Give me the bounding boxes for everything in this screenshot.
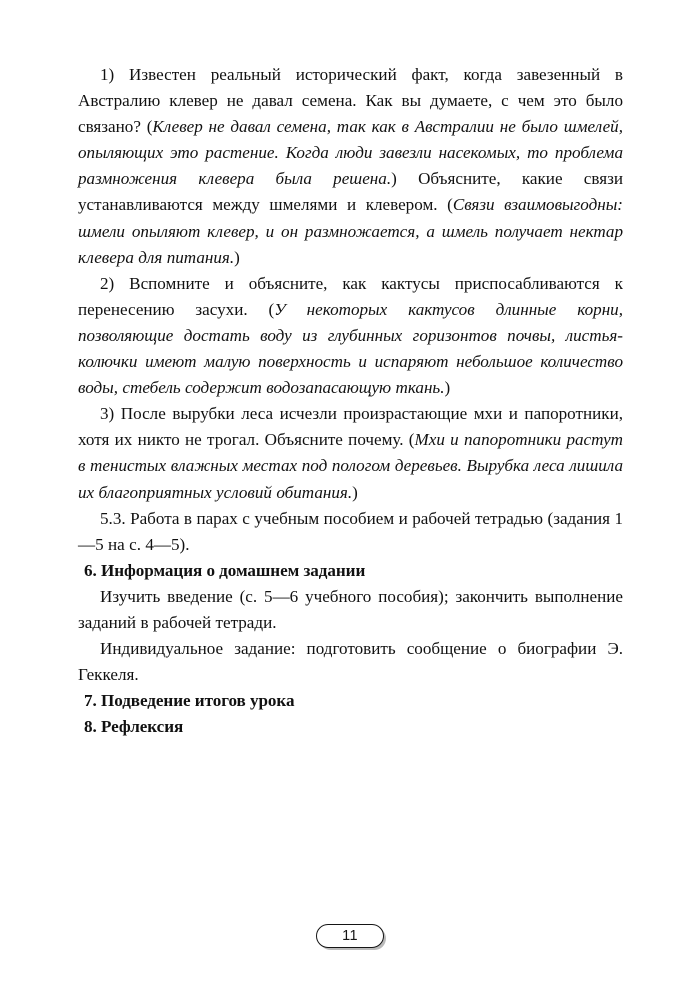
question-text: ) — [234, 247, 240, 267]
section-heading-8: 8. Рефлексия — [84, 717, 184, 737]
section-heading-6: 6. Информация о домашнем задании — [84, 560, 366, 580]
question-text: 2) Вспомните и объясните, как кактусы приспосабливаются к перенесению засухи. ( — [78, 273, 623, 319]
paragraph-task-1 — [78, 62, 623, 271]
question-text: 3) После вырубки леса исчезли произрастающие мхи и папоротники, хотя их никто не трогал. Объясните почему. ( — [78, 404, 623, 450]
paragraph-task-5-3 — [78, 506, 623, 558]
page-footer — [0, 924, 700, 964]
paragraph-homework-main — [78, 584, 623, 636]
paragraph-homework-individual — [78, 636, 623, 688]
page-content — [78, 62, 623, 740]
question-text: 5.3. Работа в парах с учебным пособием и рабочей тетрадью (задания 1—5 на с. 4—5). — [78, 508, 623, 554]
question-text: ) Объясните, какие связи устанавливаются между шмелями и клевером. ( — [78, 169, 624, 215]
question-text: 1) Известен реальный исторический факт, когда завезенный в Австралию клевер не давал семена. Как вы думаете, с чем это было связано? ( — [78, 65, 623, 137]
answer-text: Клевер не давал семена, так как в Австралии не было шмелей, опыляющих это растение. Когда люди завезли насекомых, то проблема размножения клевера была решена. — [78, 117, 623, 189]
question-text: ) — [444, 378, 451, 398]
paragraph-task-2 — [78, 271, 623, 401]
answer-text: У некоторых кактусов длинные корни, позволяющие достать воду из глубинных горизонтов почвы, листья-колючки имеют малую поверхность и испаряют небольшое количество воды, стебель содержит водозапасающую ткань. — [78, 299, 623, 398]
answer-text: Мхи и папоротники растут в тенистых влажных местах под пологом деревьев. Вырубка леса лишила их благоприятных условий обитания. — [78, 430, 623, 502]
question-text: Изучить введение (с. 5—6 учебного пособия); закончить выполнение заданий в рабочей тетради. — [78, 586, 623, 632]
question-text: ) — [352, 482, 358, 502]
section-heading-7: 7. Подведение итогов урока — [84, 691, 295, 711]
paragraph-task-3 — [78, 401, 623, 505]
page-number-badge: 11 — [316, 924, 384, 948]
question-text: Индивидуальное задание: подготовить сообщение о биографии Э. Геккеля. — [78, 639, 623, 685]
answer-text: Связи взаимовыгодны: шмели опыляют клевер, и он размножается, а шмель получает нектар клевера для питания. — [78, 195, 623, 267]
